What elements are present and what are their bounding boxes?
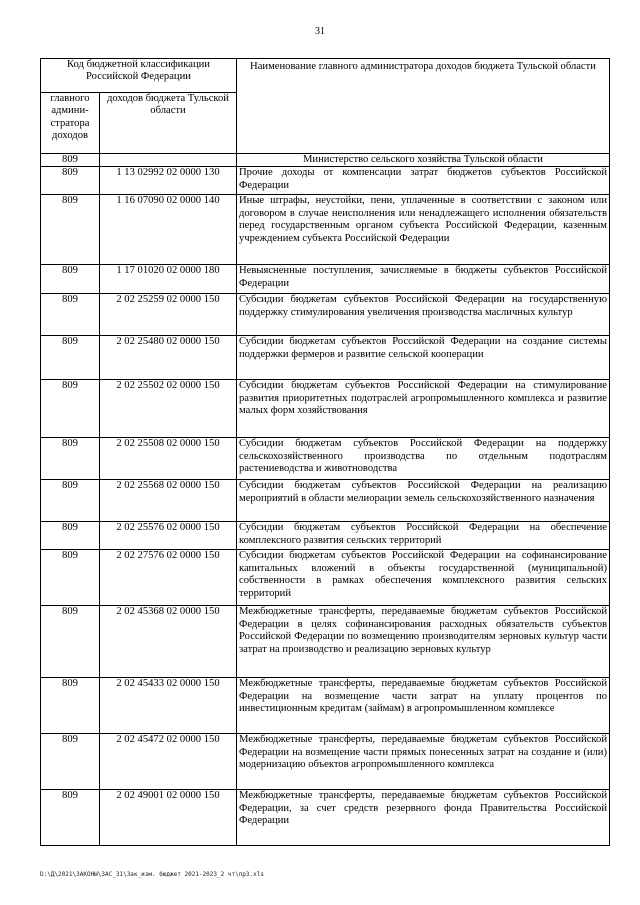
table-row — [41, 265, 610, 294]
income-name-cell: Субсидии бюджетам субъектов Российской Федерации на стимулирование развития приоритетных подотраслей агропромышленного комплекса и развитие малых форм хозяйствования — [237, 380, 610, 438]
income-code-cell: 1 16 07090 02 0000 140 — [100, 195, 237, 265]
income-code-cell: 2 02 45433 02 0000 150 — [100, 678, 237, 734]
ministry-empty-cell — [100, 154, 237, 167]
income-name-cell: Межбюджетные трансферты, передаваемые бюджетам субъектов Российской Федерации в целях софинансирования расходных обязательств субъектов Российской Федерации по возмещению производителям зерновых культур части затрат на производство и реализацию зерновых культур — [237, 606, 610, 678]
admin-code-cell: 809 — [41, 480, 100, 522]
income-code-cell: 2 02 25502 02 0000 150 — [100, 380, 237, 438]
admin-code-cell: 809 — [41, 550, 100, 606]
table-row — [41, 522, 610, 550]
table-row — [41, 790, 610, 846]
file-path-footer: D:\Д\2021\ЗАКОНЫ\ЗАС_31\Зак_изм. бюджет 2021-2023_2 чт\пр3.xls — [40, 871, 264, 878]
table-row — [41, 480, 610, 522]
income-code-cell: 2 02 25576 02 0000 150 — [100, 522, 237, 550]
income-code-cell: 2 02 45472 02 0000 150 — [100, 734, 237, 790]
income-code-cell: 1 17 01020 02 0000 180 — [100, 265, 237, 294]
income-code-cell: 2 02 27576 02 0000 150 — [100, 550, 237, 606]
admin-code-cell: 809 — [41, 380, 100, 438]
table-row — [41, 336, 610, 380]
admin-code-cell: 809 — [41, 734, 100, 790]
income-name-cell: Иные штрафы, неустойки, пени, уплаченные в соответствии с законом или договором в случае неисполнения или ненадлежащего исполнения обязательств перед государственным органом субъекта Российской Федерации, казенным учреждением субъекта Российской Федерации — [237, 195, 610, 265]
income-name-cell: Межбюджетные трансферты, передаваемые бюджетам субъектов Российской Федерации на возмещение части прямых понесенных затрат на создание и (или) модернизацию объектов агропромышленного комплекса — [237, 734, 610, 790]
revenue-administrators-table — [40, 58, 610, 846]
table-row — [41, 380, 610, 438]
header-admin-column: главного админи-стратора доходов — [41, 93, 100, 154]
income-name-cell: Межбюджетные трансферты, передаваемые бюджетам субъектов Российской Федерации, за счет средств резервного фонда Правительства Российской Федерации — [237, 790, 610, 846]
admin-code-cell: 809 — [41, 790, 100, 846]
income-name-cell: Субсидии бюджетам субъектов Российской Федерации на реализацию мероприятий в области мелиорации земель сельскохозяйственного назначения — [237, 480, 610, 522]
table-row — [41, 167, 610, 195]
table-row — [41, 294, 610, 336]
table-row — [41, 606, 610, 678]
admin-code-cell: 809 — [41, 606, 100, 678]
page-number: 31 — [315, 26, 325, 37]
header-row-top — [41, 59, 610, 93]
table-row — [41, 678, 610, 734]
admin-code-cell: 809 — [41, 167, 100, 195]
income-name-cell: Субсидии бюджетам субъектов Российской Федерации на поддержку сельскохозяйственного производства по отдельным подотраслям растениеводства и животноводства — [237, 438, 610, 480]
admin-code-cell: 809 — [41, 438, 100, 480]
admin-code-cell: 809 — [41, 522, 100, 550]
income-name-cell: Прочие доходы от компенсации затрат бюджетов субъектов Российской Федерации — [237, 167, 610, 195]
income-code-cell: 2 02 25568 02 0000 150 — [100, 480, 237, 522]
admin-code-cell: 809 — [41, 336, 100, 380]
table-row — [41, 550, 610, 606]
ministry-admin-code: 809 — [41, 154, 100, 167]
admin-code-cell: 809 — [41, 265, 100, 294]
income-code-cell: 1 13 02992 02 0000 130 — [100, 167, 237, 195]
income-name-cell: Субсидии бюджетам субъектов Российской Федерации на государственную поддержку стимулирования увеличения производства масличных культур — [237, 294, 610, 336]
income-name-cell: Субсидии бюджетам субъектов Российской Федерации на обеспечение комплексного развития сельских территорий — [237, 522, 610, 550]
income-name-cell: Субсидии бюджетам субъектов Российской Федерации на создание системы поддержки фермеров и развитие сельской кооперации — [237, 336, 610, 380]
header-name-column: Наименование главного администратора доходов бюджета Тульской области — [237, 59, 610, 154]
income-code-cell: 2 02 49001 02 0000 150 — [100, 790, 237, 846]
ministry-name: Министерство сельского хозяйства Тульской области — [237, 154, 610, 167]
admin-code-cell: 809 — [41, 294, 100, 336]
income-code-cell: 2 02 25480 02 0000 150 — [100, 336, 237, 380]
table-row — [41, 438, 610, 480]
income-name-cell: Межбюджетные трансферты, передаваемые бюджетам субъектов Российской Федерации на возмещение части затрат на уплату процентов по инвестиционным кредитам (займам) в агропромышленном комплексе — [237, 678, 610, 734]
admin-code-cell: 809 — [41, 678, 100, 734]
income-code-cell: 2 02 45368 02 0000 150 — [100, 606, 237, 678]
table-row — [41, 734, 610, 790]
income-name-cell: Субсидии бюджетам субъектов Российской Федерации на софинансирование капитальных вложений в объекты государственной (муниципальной) собственности в рамках обеспечения комплексного развития сельских территорий — [237, 550, 610, 606]
table-row — [41, 195, 610, 265]
income-name-cell: Невыясненные поступления, зачисляемые в бюджеты субъектов Российской Федерации — [237, 265, 610, 294]
header-code-group: Код бюджетной классификации Российской Федерации — [41, 59, 237, 93]
header-income-column: доходов бюджета Тульской области — [100, 93, 237, 154]
ministry-row — [41, 154, 610, 167]
income-code-cell: 2 02 25508 02 0000 150 — [100, 438, 237, 480]
income-code-cell: 2 02 25259 02 0000 150 — [100, 294, 237, 336]
admin-code-cell: 809 — [41, 195, 100, 265]
